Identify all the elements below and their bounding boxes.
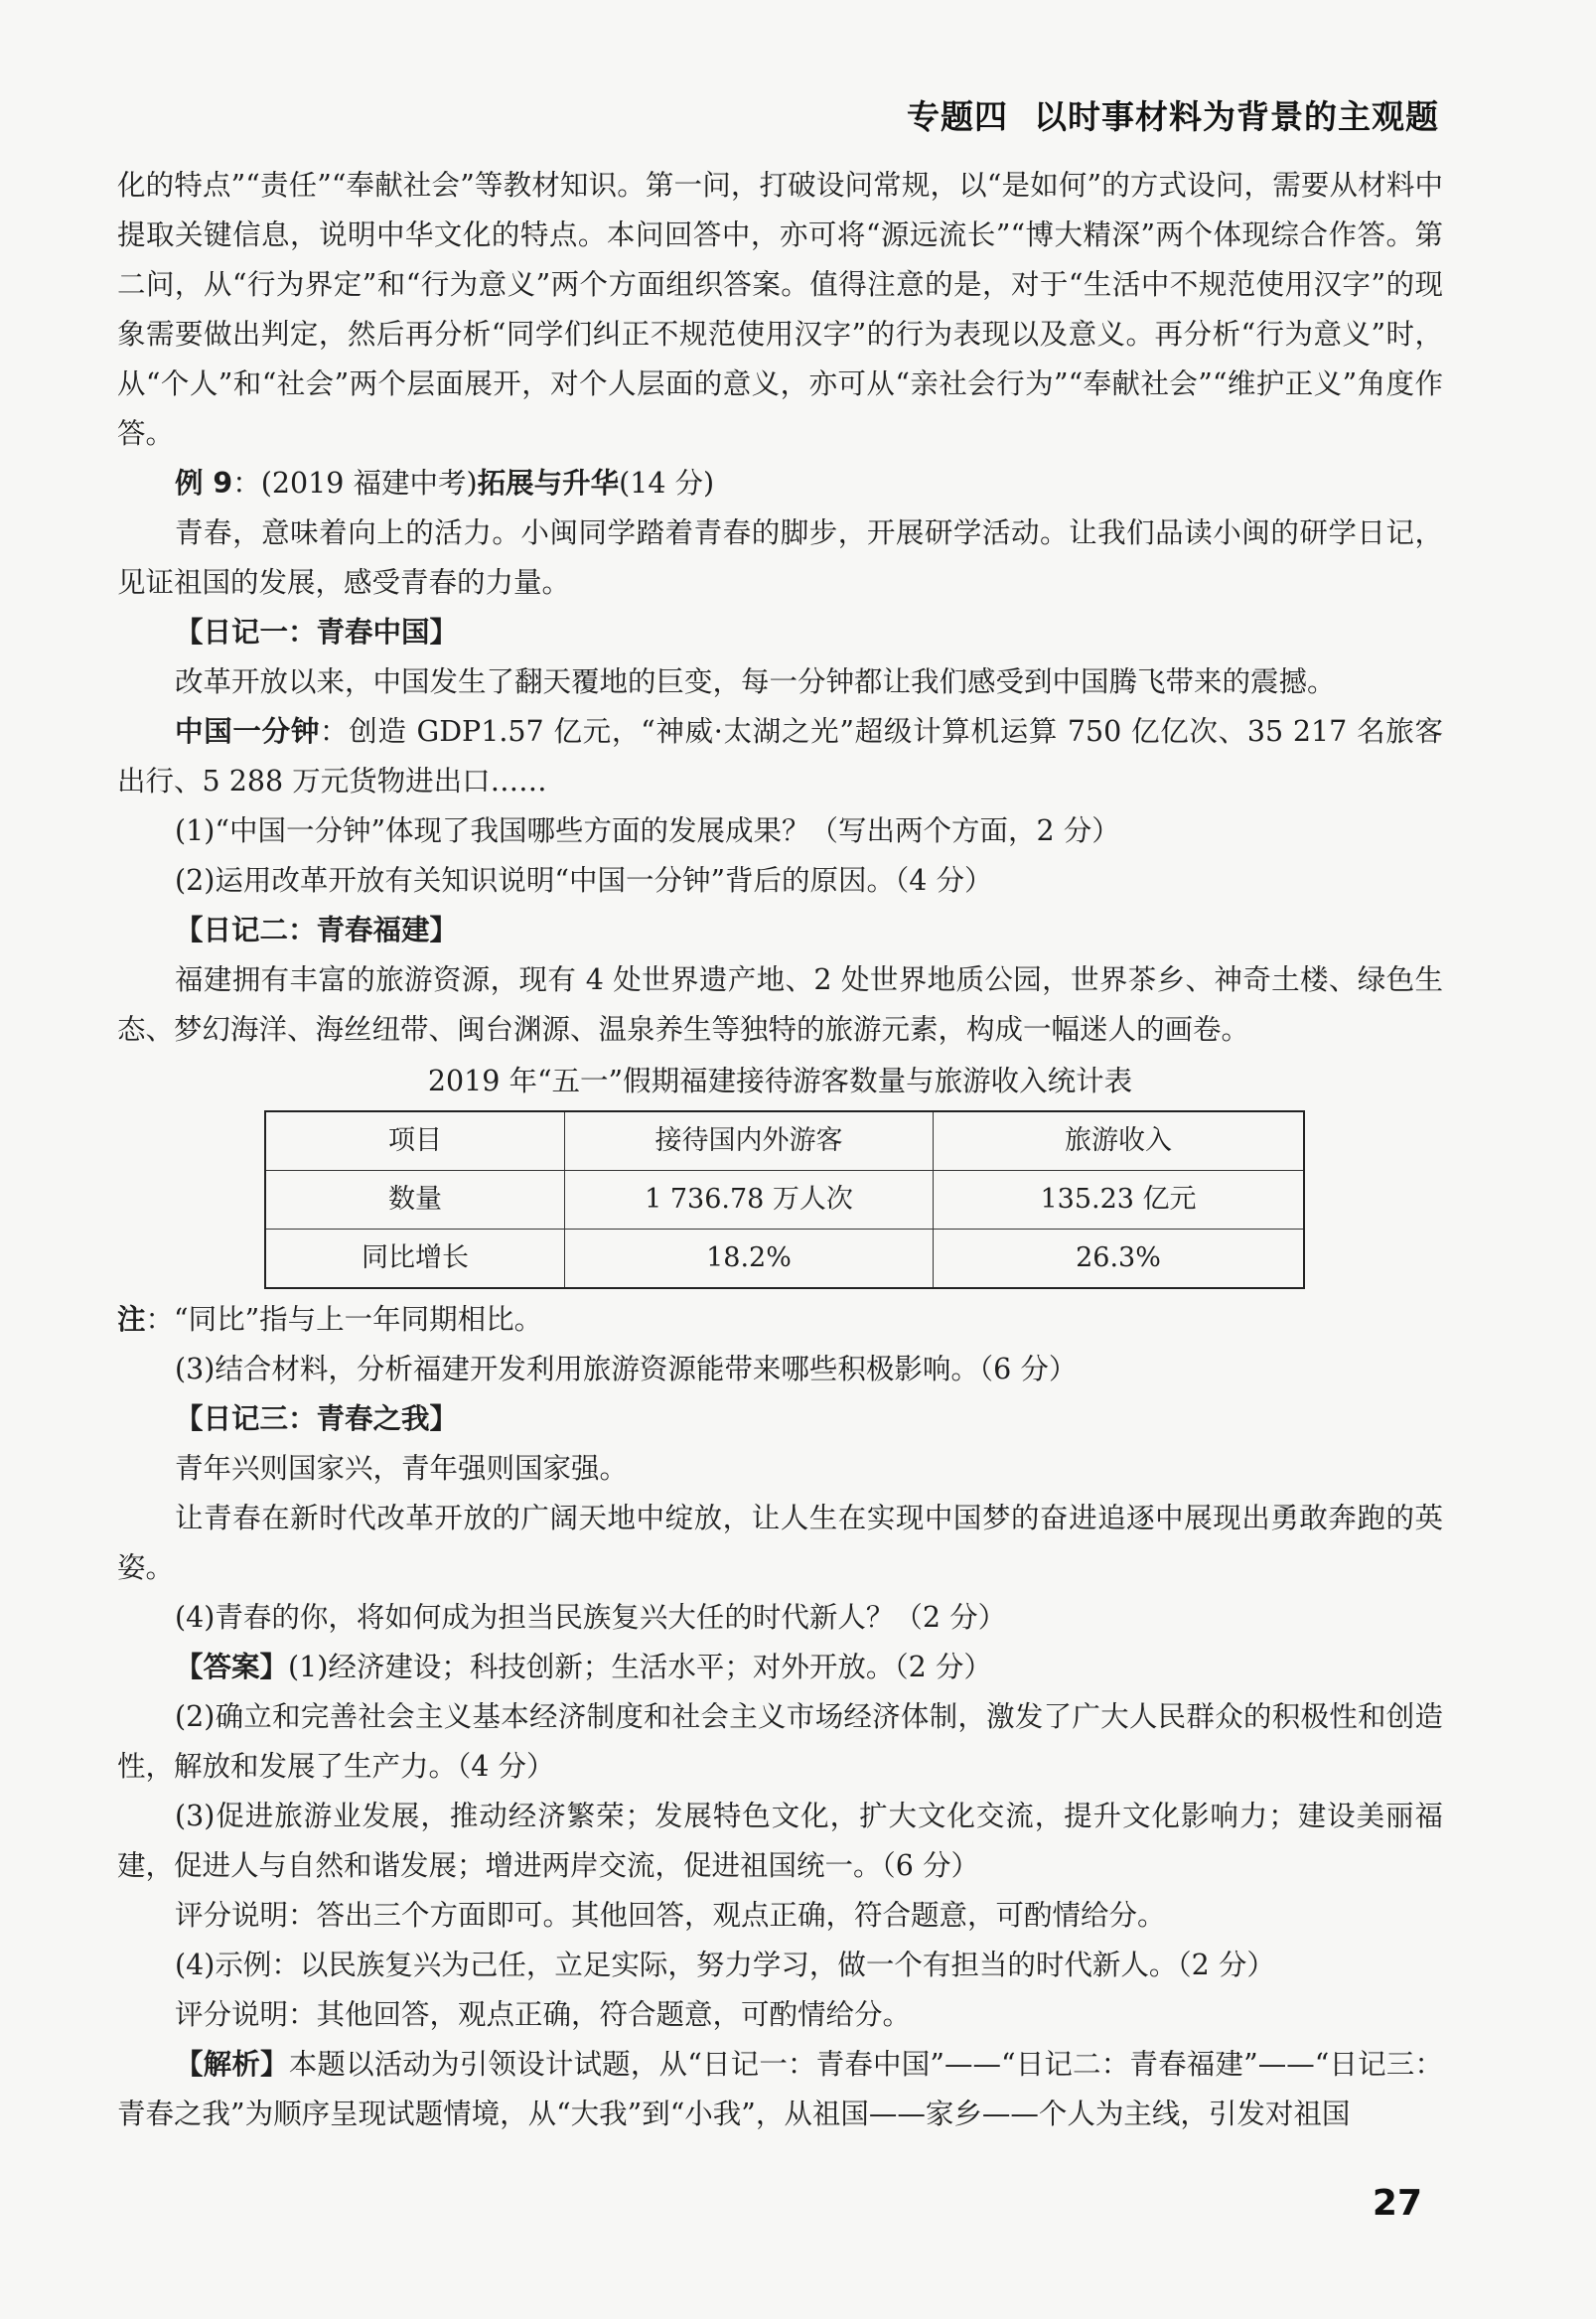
question-3: (3)结合材料，分析福建开发利用旅游资源能带来哪些积极影响。（6 分） [175, 1353, 1078, 1385]
diary3-text2: 让青春在新时代改革开放的广阔天地中绽放，让人生在实现中国梦的奋进追逐中展现出勇敢奔跑的英姿。 [117, 1502, 1443, 1584]
running-header [907, 91, 1439, 138]
table-header-cell: 旅游收入 [934, 1111, 1305, 1171]
intro-paragraph: 化的特点”“责任”“奉献社会”等教材知识。第一问，打破设问常规，以“是如何”的方式设问，需要从材料中提取关键信息，说明中华文化的特点。本问回答中，亦可将“源远流长”“博大精深”两个体现综合作答。第二问，从“行为界定”和“行为意义”两个方面组织答案。值得注意的是，对于“生活中不规范使用汉字”的现象需要做出判定，然后再分析“同学们纠正不规范使用汉字”的行为表现以及意义。再分析“行为意义”时，从“个人”和“社会”两个层面展开，对个人层面的意义，亦可从“亲社会行为”“奉献社会”“维护正义”角度作答。 [117, 169, 1443, 450]
table-header-row [265, 1111, 1304, 1171]
table-caption: 2019 年“五一”假期福建接待游客数量与旅游收入统计表 [427, 1065, 1133, 1097]
table-row [265, 1230, 1304, 1289]
analysis-label: 【解析】 [175, 2048, 289, 2081]
header-title: 以时事材料为背景的主观题 [1034, 97, 1439, 136]
scoring-note-2: 评分说明：其他回答，观点正确，符合题意，可酌情给分。 [175, 1998, 912, 2031]
question-2: (2)运用改革开放有关知识说明“中国一分钟”背后的原因。（4 分） [175, 864, 993, 897]
example-label: 例 9 [175, 467, 233, 500]
diary1-minute [117, 707, 1443, 806]
table-cell: 数量 [265, 1171, 565, 1230]
diary2-text: 福建拥有丰富的旅游资源，现有 4 处世界遗产地、2 处世界地质公园，世界茶乡、神奇土楼、绿色生态、梦幻海洋、海丝纽带、闽台渊源、温泉养生等独特的旅游元素，构成一幅迷人的画卷。 [117, 963, 1443, 1046]
question-1: (1)“中国一分钟”体现了我国哪些方面的发展成果？（写出两个方面，2 分） [175, 814, 1120, 847]
minute-label: 中国一分钟 [175, 715, 321, 748]
table-row [265, 1171, 1304, 1230]
example-title: 拓展与升华 [477, 467, 620, 500]
page-number: 27 [1372, 2183, 1422, 2224]
table-cell: 1 736.78 万人次 [565, 1171, 934, 1230]
table-header-cell: 接待国内外游客 [565, 1111, 934, 1171]
table-cell: 135.23 亿元 [934, 1171, 1305, 1230]
diary2-heading: 【日记二：青春福建】 [175, 914, 459, 946]
note-label: 注 [117, 1303, 146, 1336]
example-title-line [117, 459, 1443, 508]
table-cell: 26.3% [934, 1230, 1305, 1289]
example-intro: 青春，意味着向上的活力。小闽同学踏着青春的脚步，开展研学活动。让我们品读小闽的研学日记，见证祖国的发展，感受青春的力量。 [117, 516, 1443, 599]
analysis-text: 本题以活动为引领设计试题，从“日记一：青春中国”——“日记二：青春福建”——“日记三：青春之我”为顺序呈现试题情境，从“大我”到“小我”，从祖国——家乡——个人为主线，引发对祖国 [117, 2048, 1443, 2130]
answer-4: (4)示例：以民族复兴为己任，立足实际，努力学习，做一个有担当的时代新人。（2 分） [175, 1949, 1275, 1981]
table-cell: 18.2% [565, 1230, 934, 1289]
answer-1-line [117, 1643, 1443, 1692]
table-header-cell: 项目 [265, 1111, 565, 1171]
example-score: (14 分) [619, 467, 715, 500]
question-4: (4)青春的你，将如何成为担当民族复兴大任的时代新人？（2 分） [175, 1601, 1007, 1634]
answer-1: (1)经济建设；科技创新；生活水平；对外开放。（2 分） [288, 1651, 992, 1683]
answer-label: 【答案】 [175, 1651, 289, 1683]
table-cell: 同比增长 [265, 1230, 565, 1289]
diary3-heading: 【日记三：青春之我】 [175, 1402, 459, 1435]
analysis-paragraph [117, 2040, 1443, 2139]
page-content [117, 161, 1443, 2139]
header-topic: 专题四 [907, 97, 1008, 136]
stats-table [264, 1110, 1305, 1289]
note-text: ：“同比”指与上一年同期相比。 [145, 1303, 543, 1336]
answer-2: (2)确立和完善社会主义基本经济制度和社会主义市场经济体制，激发了广大人民群众的积极性和创造性，解放和发展了生产力。（4 分） [117, 1700, 1443, 1783]
scoring-note-1: 评分说明：答出三个方面即可。其他回答，观点正确，符合题意，可酌情给分。 [175, 1899, 1166, 1932]
minute-text: ：创造 GDP1.57 亿元，“神威·太湖之光”超级计算机运算 750 亿亿次、35 217 名旅客出行、5 288 万元货物进出口…… [117, 715, 1443, 797]
example-source: ：(2019 福建中考) [232, 467, 478, 500]
diary1-text: 改革开放以来，中国发生了翻天覆地的巨变，每一分钟都让我们感受到中国腾飞带来的震撼。 [175, 665, 1336, 698]
diary3-text1: 青年兴则国家兴，青年强则国家强。 [175, 1452, 629, 1485]
table-note [117, 1295, 1443, 1345]
diary1-heading: 【日记一：青春中国】 [175, 616, 459, 649]
answer-3: (3)促进旅游业发展，推动经济繁荣；发展特色文化，扩大文化交流，提升文化影响力；建设美丽福建，促进人与自然和谐发展；增进两岸交流，促进祖国统一。（6 分） [117, 1800, 1443, 1882]
